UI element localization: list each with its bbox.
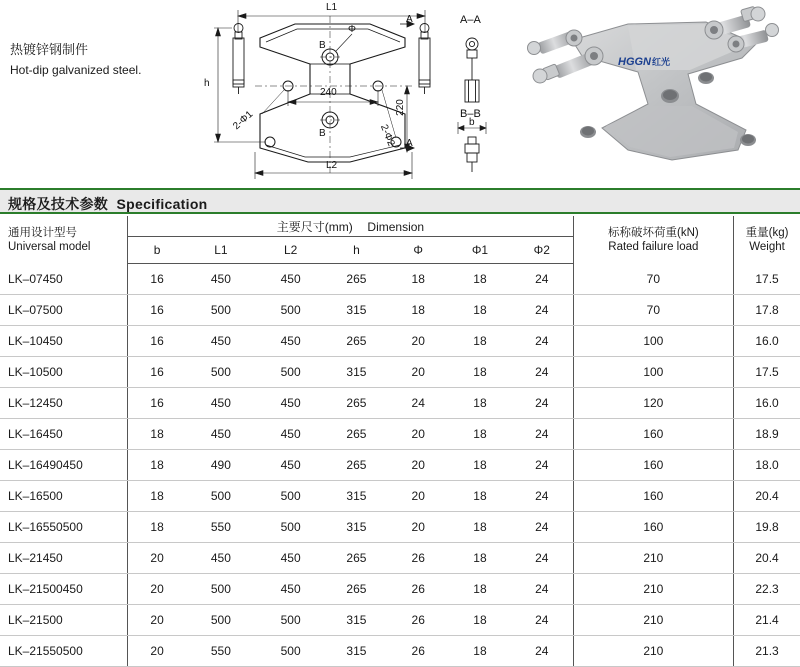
cell-phi: 26 [387,574,449,605]
cell-weight: 18.0 [734,450,800,481]
brand-logo-cn: 红光 [652,57,671,67]
cell-phi2: 24 [511,636,573,667]
cell-load: 100 [573,357,733,388]
cell-l1: 450 [186,419,256,450]
header-dimension-cn: 主要尺寸(mm) [276,219,353,234]
section-title-bb: B–B [460,108,481,120]
cell-phi1: 18 [449,574,511,605]
header-col-h: h [326,237,388,264]
cell-phi: 20 [387,450,449,481]
cell-l2: 450 [256,543,326,574]
cell-model: LK–16490450 [0,450,128,481]
cell-phi1: 18 [449,419,511,450]
cell-h: 315 [326,605,388,636]
cell-model: LK–12450 [0,388,128,419]
dim-label-l1: L1 [326,2,338,13]
spec-title-en: Specification [116,196,208,212]
cell-h: 315 [326,636,388,667]
cell-model: LK–07500 [0,295,128,326]
cell-h: 315 [326,512,388,543]
cell-phi1: 18 [449,512,511,543]
cell-l1: 500 [186,357,256,388]
cell-load: 160 [573,419,733,450]
cell-load: 210 [573,605,733,636]
cell-model: LK–21500 [0,605,128,636]
cell-l1: 500 [186,574,256,605]
cell-h: 315 [326,295,388,326]
cell-phi2: 24 [511,264,573,295]
table-row [0,450,800,481]
cell-l1: 550 [186,636,256,667]
cell-b: 16 [128,388,186,419]
header-weight-en: Weight [749,240,785,253]
cell-phi1: 18 [449,388,511,419]
cell-b: 16 [128,357,186,388]
header-model-en: Universal model [8,240,91,253]
cell-l2: 450 [256,574,326,605]
header-weight [734,216,800,264]
cell-load: 210 [573,574,733,605]
cell-l2: 450 [256,388,326,419]
header-col-l1: L1 [186,237,256,264]
cell-phi: 20 [387,512,449,543]
cell-h: 265 [326,264,388,295]
brand-logo [618,55,670,68]
cell-model: LK–16450 [0,419,128,450]
cell-h: 265 [326,419,388,450]
brand-logo-text: HGGN [618,56,651,68]
specification-title-bar [0,188,800,214]
cell-phi2: 24 [511,450,573,481]
cell-h: 265 [326,450,388,481]
cell-l1: 550 [186,512,256,543]
cell-load: 160 [573,450,733,481]
header-col-phi1: Φ1 [449,237,511,264]
cell-phi: 20 [387,357,449,388]
cell-l2: 500 [256,295,326,326]
table-row [0,636,800,667]
cell-l2: 450 [256,419,326,450]
cell-b: 16 [128,264,186,295]
cell-h: 265 [326,543,388,574]
cell-h: 265 [326,574,388,605]
cell-h: 315 [326,481,388,512]
table-row [0,326,800,357]
cell-weight: 18.9 [734,419,800,450]
header-model-cn: 通用设计型号 [8,226,77,239]
cell-model: LK–21450 [0,543,128,574]
table-row [0,481,800,512]
cell-phi: 26 [387,636,449,667]
cell-weight: 17.5 [734,264,800,295]
table-row [0,388,800,419]
cell-b: 18 [128,450,186,481]
header-model [0,216,128,264]
cell-weight: 17.5 [734,357,800,388]
cell-load: 210 [573,636,733,667]
cell-phi: 18 [387,264,449,295]
cell-l2: 500 [256,636,326,667]
table-head [0,216,800,264]
cell-weight: 17.8 [734,295,800,326]
table-row [0,605,800,636]
cell-b: 20 [128,574,186,605]
header-dimension-en: Dimension [367,219,425,234]
cell-l2: 500 [256,512,326,543]
section-mark-a-bottom: A [406,138,413,149]
dim-label-b: b [469,117,475,128]
cell-b: 20 [128,543,186,574]
header-col-l2: L2 [256,237,326,264]
header-col-phi: Φ [387,237,449,264]
cell-b: 16 [128,295,186,326]
cell-model: LK–10500 [0,357,128,388]
header-col-phi2: Φ2 [511,237,573,264]
cell-l1: 450 [186,264,256,295]
section-mark-b-bottom: B [319,128,326,139]
cell-load: 100 [573,326,733,357]
cell-l2: 500 [256,357,326,388]
cell-phi1: 18 [449,357,511,388]
cell-l2: 450 [256,326,326,357]
cell-phi1: 18 [449,450,511,481]
cell-phi1: 18 [449,605,511,636]
table-row [0,419,800,450]
cell-model: LK–16500 [0,481,128,512]
cell-b: 20 [128,636,186,667]
header-col-b: b [128,237,186,264]
cell-phi1: 18 [449,264,511,295]
cell-weight: 16.0 [734,388,800,419]
table-row [0,295,800,326]
cell-model: LK–07450 [0,264,128,295]
cell-b: 18 [128,419,186,450]
cell-phi1: 18 [449,326,511,357]
cell-weight: 19.8 [734,512,800,543]
cell-l1: 500 [186,481,256,512]
header-dimension-group [128,216,573,237]
cell-weight: 16.0 [734,326,800,357]
cell-l1: 450 [186,326,256,357]
cell-phi2: 24 [511,326,573,357]
cell-load: 210 [573,543,733,574]
cell-h: 315 [326,357,388,388]
cell-phi2: 24 [511,295,573,326]
cell-load: 120 [573,388,733,419]
section-mark-a-top: A [406,14,413,25]
cell-h: 265 [326,326,388,357]
hole-label-phi1: 2-Φ1 [231,108,256,133]
specification-table [0,216,800,667]
cell-phi: 26 [387,543,449,574]
header-load-cn: 标称破坏荷重(kN) [607,226,699,239]
dim-label-h: h [204,78,210,89]
cell-l2: 500 [256,481,326,512]
cell-phi: 20 [387,326,449,357]
cell-phi2: 24 [511,419,573,450]
cell-l1: 450 [186,388,256,419]
table-body [0,264,800,667]
cell-b: 20 [128,605,186,636]
dim-label-l2: L2 [326,160,338,171]
cell-model: LK–21550500 [0,636,128,667]
cell-l2: 450 [256,450,326,481]
cell-l2: 500 [256,605,326,636]
table-header-row-groups [0,216,800,237]
cell-l2: 450 [256,264,326,295]
cell-phi1: 18 [449,636,511,667]
product-photo [510,0,800,186]
cell-load: 160 [573,512,733,543]
cell-model: LK–21500450 [0,574,128,605]
cell-phi1: 18 [449,543,511,574]
cell-phi: 24 [387,388,449,419]
dim-label-phi: Φ [348,24,356,35]
header-load-en: Rated failure load [608,240,699,253]
section-title-aa: A–A [460,14,481,26]
header-rated-failure-load [573,216,733,264]
cell-l1: 500 [186,605,256,636]
cell-phi2: 24 [511,543,573,574]
cell-phi2: 24 [511,512,573,543]
cell-model: LK–10450 [0,326,128,357]
cell-load: 70 [573,264,733,295]
cell-phi: 26 [387,605,449,636]
cell-h: 265 [326,388,388,419]
cell-phi1: 18 [449,481,511,512]
cell-b: 18 [128,512,186,543]
table-row [0,574,800,605]
cell-load: 160 [573,481,733,512]
dim-label-240: 240 [320,87,337,98]
cell-load: 70 [573,295,733,326]
cell-b: 16 [128,326,186,357]
cell-phi2: 24 [511,388,573,419]
cell-weight: 21.4 [734,605,800,636]
hole-label-phi2: 2-Φ2 [377,123,397,148]
cell-weight: 20.4 [734,481,800,512]
cell-l1: 450 [186,543,256,574]
material-note-en: Hot-dip galvanized steel. [10,63,142,77]
cell-phi2: 24 [511,605,573,636]
cell-weight: 22.3 [734,574,800,605]
table-row [0,543,800,574]
spec-title-cn: 规格及技术参数 [8,196,109,212]
table-row [0,264,800,295]
cell-l1: 490 [186,450,256,481]
cell-phi1: 18 [449,295,511,326]
cell-phi2: 24 [511,481,573,512]
cell-model: LK–16550500 [0,512,128,543]
table-row [0,357,800,388]
cell-phi2: 24 [511,357,573,388]
table-row [0,512,800,543]
cell-phi: 18 [387,295,449,326]
top-illustration-area [0,0,800,186]
cell-l1: 500 [186,295,256,326]
cell-b: 18 [128,481,186,512]
material-note [10,40,200,80]
cell-phi: 20 [387,419,449,450]
cell-phi: 20 [387,481,449,512]
cell-phi2: 24 [511,574,573,605]
section-mark-b-top: B [319,40,326,51]
header-weight-cn: 重量(kg) [745,226,789,239]
material-note-cn: 热镀锌钢制件 [10,42,89,57]
dim-label-220: 220 [394,99,406,116]
technical-drawing-plan-view [200,2,495,184]
cell-weight: 21.3 [734,636,800,667]
cell-weight: 20.4 [734,543,800,574]
